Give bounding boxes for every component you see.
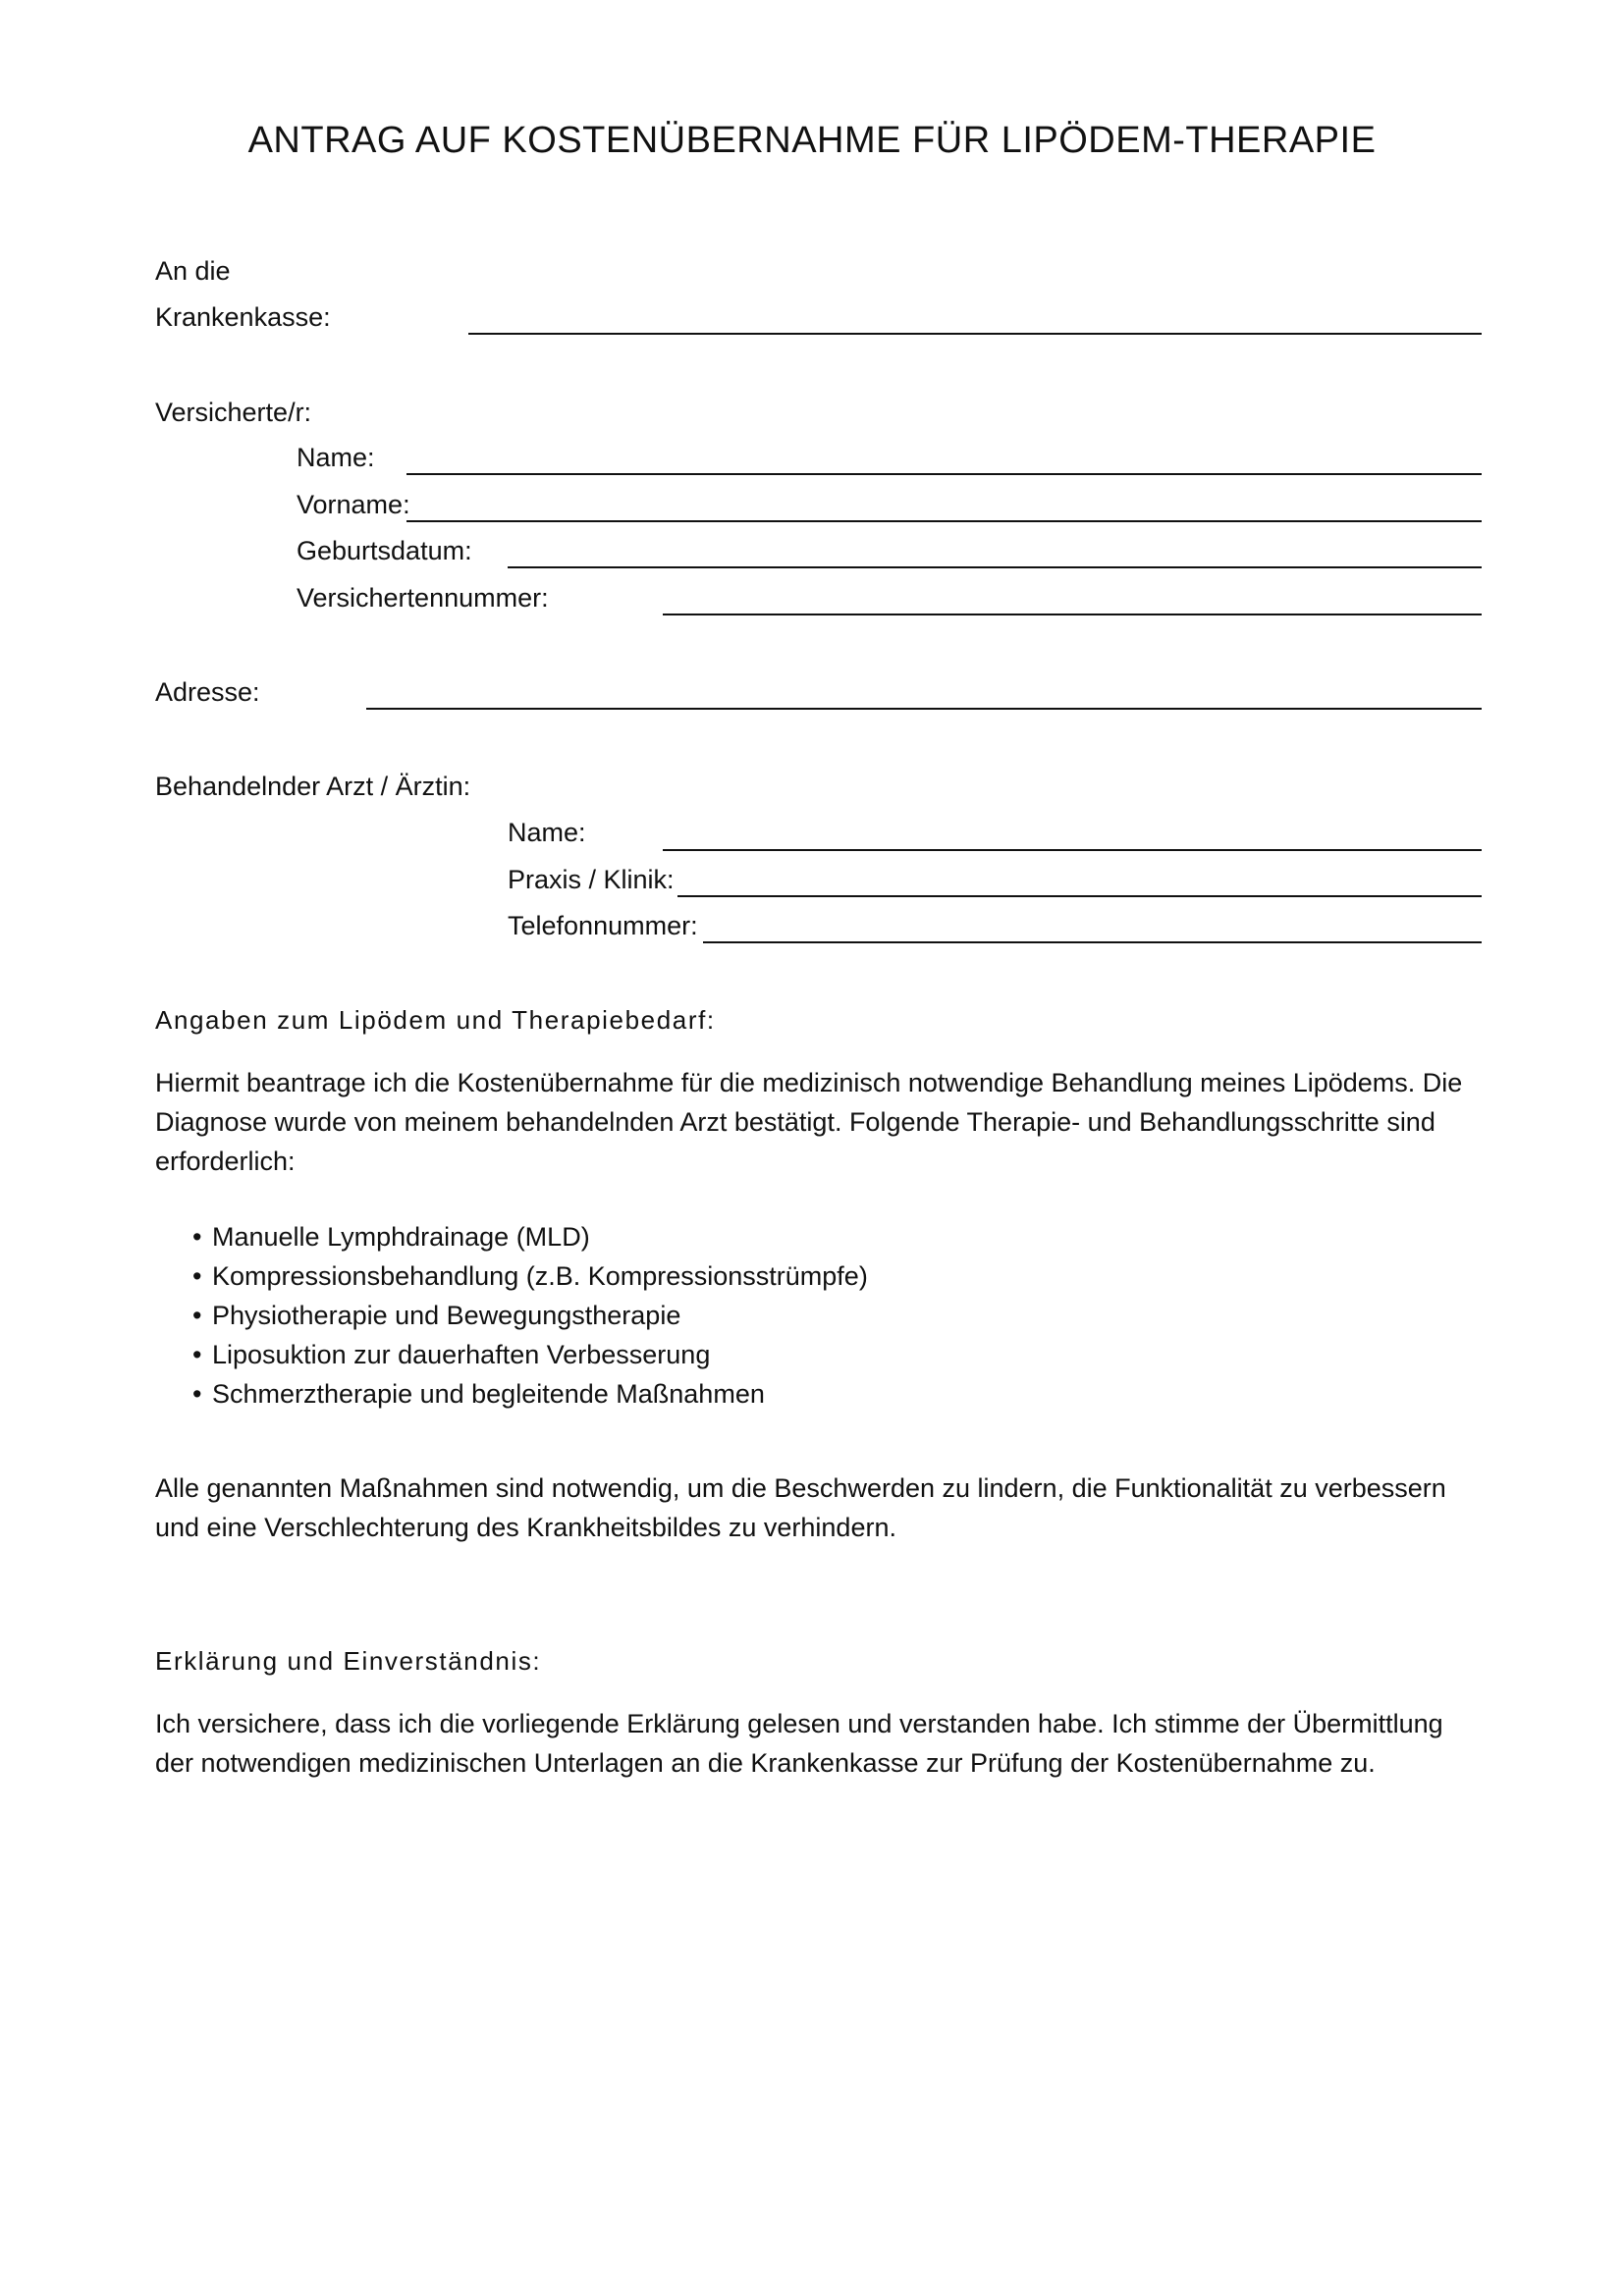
bullet-icon: • [192,1261,202,1291]
list-item-text: Manuelle Lymphdrainage (MLD) [212,1222,590,1252]
address-field[interactable] [366,708,1482,710]
list-item [192,1256,868,1296]
doctor-name-field[interactable] [663,849,1482,851]
insurance-label: Krankenkasse: [155,302,331,332]
doctor-practice-field[interactable] [677,895,1482,897]
doctor-phone-label: Telefonnummer: [508,911,698,940]
list-item [192,1374,868,1414]
doctor-phone-field[interactable] [703,941,1482,943]
document-title: ANTRAG AUF KOSTENÜBERNAHME FÜR LIPÖDEM-THERAPIE [247,120,1377,161]
insured-name-label: Name: [297,443,375,472]
list-item-text: Liposuktion zur dauerhaften Verbesserung [212,1340,711,1369]
list-item-text: Physiotherapie und Bewegungstherapie [212,1301,681,1330]
therapy-heading: Angaben zum Lipödem und Therapiebedarf: [155,1005,716,1035]
insured-number-field[interactable] [663,614,1482,615]
declaration-heading: Erklärung und Einverständnis: [155,1646,542,1676]
recipient-intro: An die [155,256,231,286]
insured-number-label: Versichertennummer: [297,583,549,613]
bullet-icon: • [192,1301,202,1330]
insured-name-field[interactable] [406,473,1482,475]
declaration-text: Ich versichere, dass ich die vorliegende Erklärung gelesen und verstanden habe. Ich stimme der Übermittlung der notwendigen medizinischen Unterlagen an die Krankenkasse zur Prüfung der Kostenübernahme zu. [155,1709,1443,1778]
doctor-practice-label: Praxis / Klinik: [508,865,675,894]
list-item [192,1296,868,1335]
list-item [192,1335,868,1374]
bullet-icon: • [192,1222,202,1252]
bullet-icon: • [192,1379,202,1409]
therapy-conclusion: Alle genannten Maßnahmen sind notwendig, um die Beschwerden zu lindern, die Funktionalität zu verbessern und eine Verschlechterung des Krankheitsbildes zu verhindern. [155,1473,1446,1542]
doctor-name-label: Name: [508,818,586,847]
insured-birthdate-field[interactable] [508,566,1482,568]
therapy-intro: Hiermit beantrage ich die Kostenübernahme für die medizinisch notwendige Behandlung meines Lipödems. Die Diagnose wurde von meinem behandelnden Arzt bestätigt. Folgende Therapie- und Behandlungsschritte sind erforderlich: [155,1068,1463,1176]
therapy-list [192,1217,868,1414]
insured-firstname-field[interactable] [406,520,1482,522]
list-item-text: Kompressionsbehandlung (z.B. Kompressionsstrümpfe) [212,1261,868,1291]
insured-birthdate-label: Geburtsdatum: [297,536,472,565]
address-label: Adresse: [155,677,260,707]
insured-heading: Versicherte/r: [155,398,312,427]
list-item [192,1217,868,1256]
bullet-icon: • [192,1340,202,1369]
doctor-heading: Behandelnder Arzt / Ärztin: [155,772,471,801]
insurance-field[interactable] [468,333,1482,335]
insured-firstname-label: Vorname: [297,490,410,519]
list-item-text: Schmerztherapie und begleitende Maßnahmen [212,1379,765,1409]
